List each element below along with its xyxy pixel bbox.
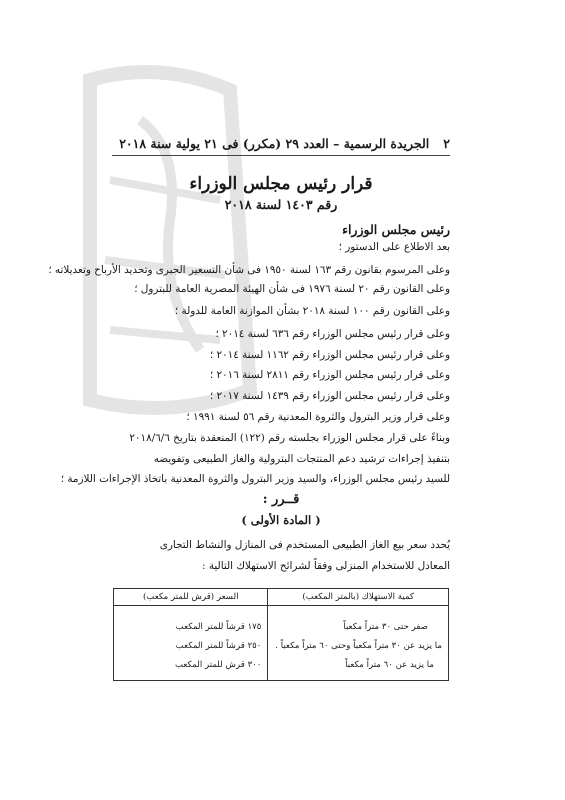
price-table	[113, 588, 449, 681]
decided-heading: قــرر :	[262, 492, 300, 507]
article-line: المعادل للاستخدام المنزلى وفقاً لشرائح الاستهلاك التالية :	[202, 560, 450, 572]
page-number: ٢	[443, 136, 450, 151]
preamble-line: وعلى المرسوم بقانون رقم ١٦٣ لسنة ١٩٥٠ فى شأن التسعير الجبرى وتحديد الأرباح وتعديلاته ؛	[48, 264, 450, 276]
decree-issuer: رئيس مجلس الوزراء	[342, 222, 450, 237]
preamble-line: وعلى القانون رقم ١٠٠ لسنة ٢٠١٨ بشأن الموازنة العامة للدولة ؛	[174, 305, 450, 317]
column-header-consumption: كمية الاستهلاك (بالمتر المكعب)	[268, 589, 449, 606]
table-cell: ٢٥٠ قرشاً للمتر المكعب	[175, 641, 262, 651]
decree-number: رقم ١٤٠٣ لسنة ٢٠١٨	[224, 197, 338, 212]
column-header-price: السعر (قرش للمتر مكعب)	[114, 589, 268, 606]
preamble-line: وعلى قرار وزير البترول والثروة المعدنية رقم ٥٦ لسنة ١٩٩١ ؛	[186, 411, 450, 423]
preamble-line: للسيد رئيس مجلس الوزراء، والسيد وزير البترول والثروة المعدنية باتخاذ الإجراءات اللازمة ؛	[60, 473, 450, 485]
preamble-line: وعلى القانون رقم ٢٠ لسنة ١٩٧٦ فى شأن الهيئة المصرية العامة للبترول ؛	[134, 283, 450, 295]
header-divider	[112, 155, 450, 156]
table-cell: صفر حتى ٣٠ متراً مكعباً	[343, 622, 428, 632]
decree-title: قرار رئيس مجلس الوزراء	[189, 174, 373, 194]
preamble-line: وعلى قرار رئيس مجلس الوزراء رقم ٢٨١١ لسنة ٢٠١٦ ؛	[209, 369, 450, 381]
preamble-line: بعد الاطلاع على الدستور ؛	[338, 241, 450, 253]
preamble-line: بتنفيذ إجراءات ترشيد دعم المنتجات البترولية والغاز الطبيعى وتفويضه	[153, 453, 450, 465]
table-row	[114, 606, 449, 681]
preamble-line: وعلى قرار رئيس مجلس الوزراء رقم ٦٣٦ لسنة ٢٠١٤ ؛	[215, 328, 450, 340]
table-cell: ما يزيد عن ٦٠ متراً مكعباً	[345, 660, 434, 670]
article-one-title: ( المادة الأولى )	[241, 513, 321, 527]
article-line: يُحدد سعر بيع الغاز الطبيعى المستخدم فى المنازل والنشاط التجارى	[159, 539, 450, 551]
table-cell: ٣٠٠ قرش للمتر المكعب	[174, 660, 262, 670]
table-cell: ١٧٥ قرشاً للمتر المكعب	[175, 622, 262, 632]
consumption-column	[268, 606, 449, 681]
price-table-header-row	[114, 589, 449, 606]
price-column	[114, 606, 268, 681]
preamble-line: وعلى قرار رئيس مجلس الوزراء رقم ١٤٣٩ لسنة ٢٠١٧ ؛	[209, 390, 450, 402]
running-title: الجريدة الرسمية – العدد ٢٩ (مكرر) فى ٢١ يولية سنة ٢٠١٨	[119, 136, 430, 151]
table-cell: ما يزيد عن ٣٠ متراً مكعباً وحتى ٦٠ متراً مكعباً .	[275, 641, 442, 651]
preamble-line: وعلى قرار رئيس مجلس الوزراء رقم ١١٦٢ لسنة ٢٠١٤ ؛	[209, 349, 450, 361]
preamble-line: وبناءً على قرار مجلس الوزراء بجلسته رقم (١٢٢) المنعقدة بتاريخ ٢٠١٨/٦/٦	[129, 432, 450, 444]
running-header	[112, 136, 450, 151]
